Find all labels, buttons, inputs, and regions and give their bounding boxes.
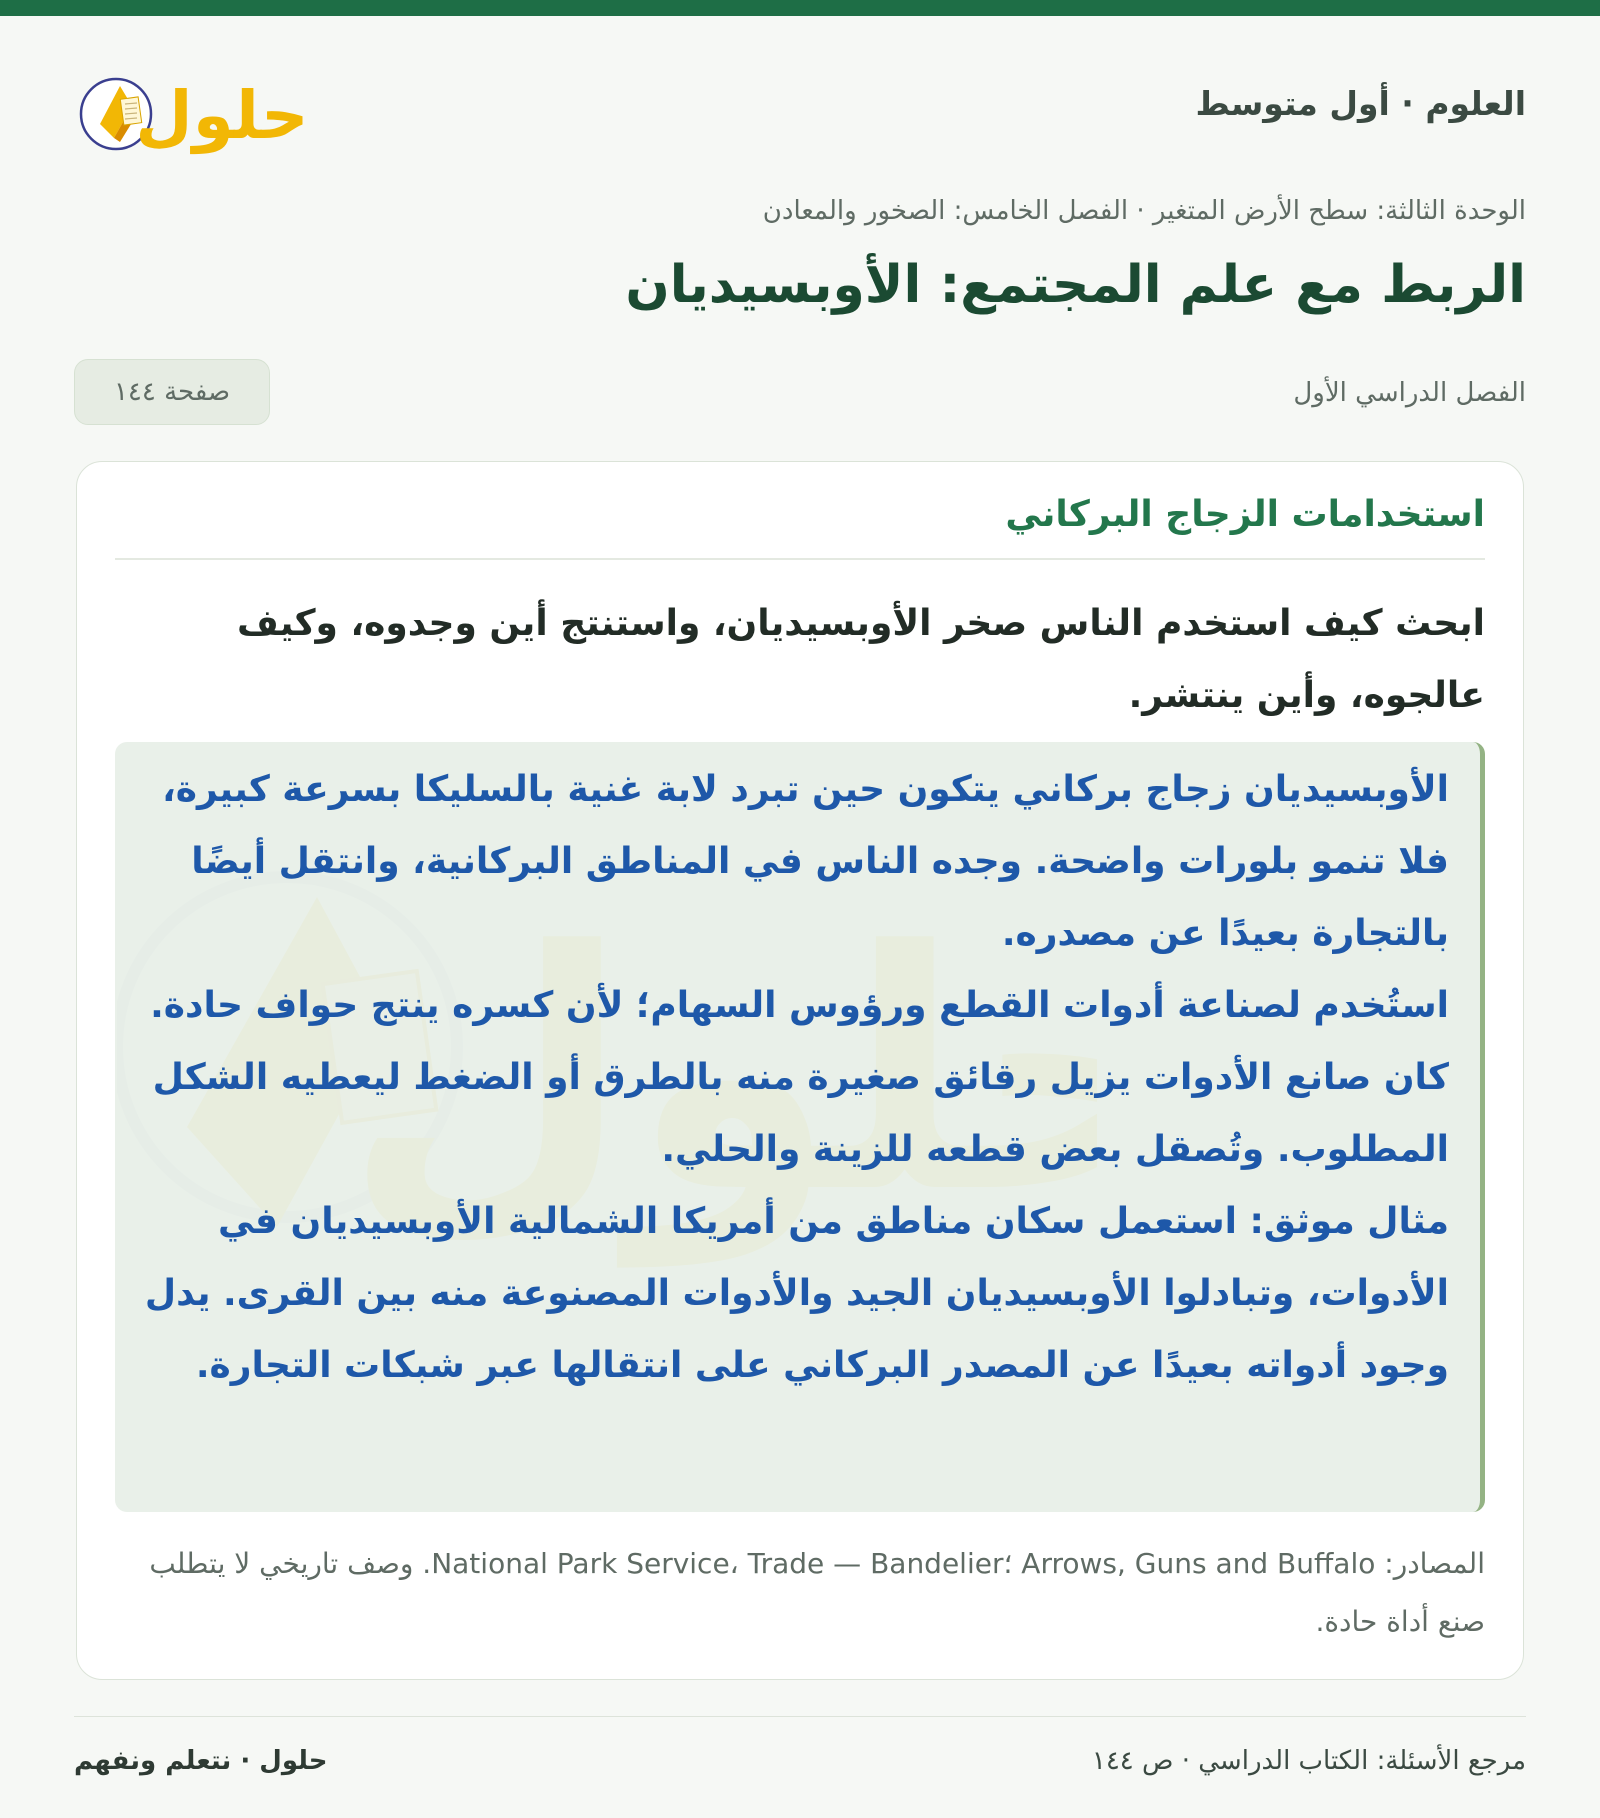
- hulul-logo-icon: [74, 52, 334, 172]
- breadcrumb: الوحدة الثالثة: سطح الأرض المتغير · الفصل الخامس: الصخور والمعادن: [762, 196, 1526, 226]
- page-title: الربط مع علم المجتمع: الأوبسيديان: [625, 255, 1526, 315]
- header: [74, 52, 1526, 172]
- term-label: الفصل الدراسي الأول: [1293, 378, 1526, 408]
- answer-box: [115, 742, 1485, 1512]
- subject-title: العلوم · أول متوسط: [1195, 84, 1526, 123]
- footer-reference: مرجع الأسئلة: الكتاب الدراسي · ص ١٤٤: [1091, 1746, 1526, 1776]
- card-title: استخدامات الزجاج البركاني: [1005, 494, 1485, 535]
- answer-paragraph-2: استُخدم لصناعة أدوات القطع ورؤوس السهام؛ لأن كسره ينتج حواف حادة. كان صانع الأدوات يزيل رقائق صغيرة منه بالطرق أو الضغط ليعطيه الشكل المطلوب. وتُصقل بعض قطعه للزينة والحلي.: [150, 985, 1449, 1170]
- answer-paragraph-3: مثال موثق: استعمل سكان مناطق من أمريكا الشمالية الأوبسيديان في الأدوات، وتبادلوا الأوبسيديان الجيد والأدوات المصنوعة منه بين القرى. يدل وجود أدواته بعيدًا عن المصدر البركاني على انتقالها عبر شبكات التجارة.: [144, 1201, 1449, 1386]
- question-prompt: ابحث كيف استخدم الناس صخر الأوبسيديان، واستنتج أين وجدوه، وكيف عالجوه، وأين ينتشر.: [237, 603, 1485, 716]
- footer-tagline: حلول · نتعلم ونفهم: [74, 1746, 328, 1776]
- question-card: [76, 461, 1524, 1680]
- top-accent-bar: [0, 0, 1600, 16]
- answer-paragraph-1: الأوبسيديان زجاج بركاني يتكون حين تبرد لابة غنية بالسليكا بسرعة كبيرة، فلا تنمو بلورات واضحة. وجده الناس في المناطق البركانية، وانتقل أيضًا بالتجارة بعيدًا عن مصدره.: [162, 769, 1449, 954]
- divider: [115, 558, 1485, 560]
- hulul-logo[interactable]: [74, 52, 334, 172]
- page-number-badge: صفحة ١٤٤: [74, 359, 270, 425]
- footer-divider: [74, 1716, 1526, 1717]
- answer-text: [139, 754, 1449, 1402]
- sources-note: المصادر: Arrows, Guns and Buffalo ؛National Park Service، Trade — Bandelier. وصف تاريخي لا يتطلب صنع أداة حادة.: [149, 1547, 1485, 1638]
- logo-wordmark: حلول: [135, 77, 309, 154]
